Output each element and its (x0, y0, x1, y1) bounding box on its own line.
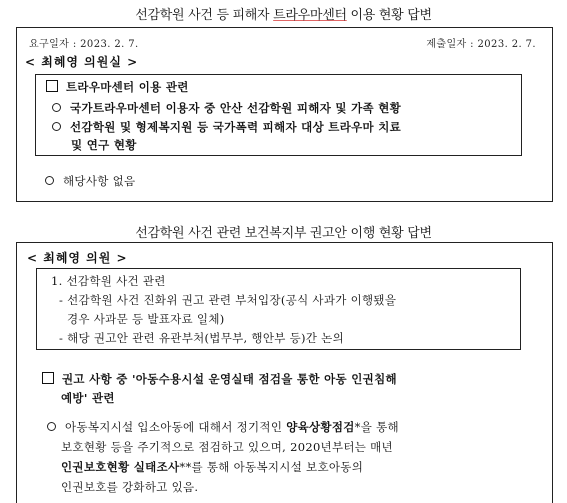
answer-bold-text: 양육상황점검 (286, 420, 355, 434)
section1-title (0, 4, 567, 23)
answer-line: 보호현황 등을 주기적으로 점검하고 있으며, 2020년부터는 매년 (61, 440, 393, 454)
circle-bullet-icon (52, 122, 61, 131)
title-text: 이용 현황 답변 (346, 8, 432, 23)
title-text: 선감학원 사건 등 피해자 (135, 8, 274, 23)
question-heading-text: 트라우마센터 이용 관련 (66, 80, 189, 94)
request-line: 경우 사과문 등 발표자료 일체) (67, 312, 225, 326)
question-box (35, 74, 522, 156)
member-office: < 최혜영 의원실 > (25, 55, 139, 69)
answer-text: 해당사항 없음 (63, 174, 136, 188)
circle-bullet-icon (52, 103, 61, 112)
square-bullet-icon (42, 372, 54, 384)
recommendation-heading-text: 권고 사항 중 '아동수용시설 운영실태 점검을 통한 아동 인권침해 (62, 372, 397, 386)
square-bullet-icon (46, 80, 58, 92)
answer-text: ** (179, 460, 192, 474)
section2-title: 선감학원 사건 관련 보건복지부 권고안 이행 현황 답변 (135, 226, 432, 241)
answer-bold-text: 인권보호현황 실태조사 (61, 460, 180, 474)
question-item (52, 99, 401, 117)
circle-bullet-icon (47, 422, 56, 431)
request-line: - 선감학원 사건 진화위 권고 관련 부처입장(공식 사과가 이행됐을 (59, 293, 397, 307)
recommendation-heading (42, 371, 397, 387)
request-line: - 해당 권고안 관련 유관부처(법무부, 행안부 등)간 논의 (59, 331, 344, 345)
question-item-text: 선감학원 및 형제복지원 등 국가폭력 피해자 대상 트라우마 치료 (70, 120, 402, 134)
section1-panel (16, 27, 553, 202)
title-highlight: 트라우마센터 (273, 8, 347, 23)
recommendation-heading-continuation: 예방' 관련 (61, 391, 115, 405)
request-heading: 1. 선감학원 사건 관련 (51, 274, 166, 288)
submit-date: 제출일자 : 2023. 2. 7. (426, 39, 536, 50)
question-heading (46, 78, 189, 96)
question-item (52, 118, 401, 136)
question-item-text: 국가트라우마센터 이용자 중 안산 선감학원 피해자 및 가족 현황 (70, 101, 402, 115)
answer-text: 를 통해 아동복지시설 보호아동의 (191, 460, 364, 474)
answer-line (47, 419, 399, 435)
section2-panel (16, 242, 553, 503)
member-name: < 최혜영 의원 > (27, 251, 128, 265)
answer-text: 아동복지시설 입소아동에 대해서 정기적인 (65, 420, 287, 434)
circle-bullet-icon (45, 176, 54, 185)
request-box (36, 268, 521, 350)
request-date: 요구일자 : 2023. 2. 7. (29, 39, 139, 50)
answer-line: 인권보호를 강화하고 있음. (61, 480, 199, 494)
answer-text: *을 통해 (354, 420, 399, 434)
answer-line (61, 459, 363, 475)
question-item-continuation: 및 연구 현황 (71, 138, 137, 152)
answer-line (45, 173, 135, 189)
